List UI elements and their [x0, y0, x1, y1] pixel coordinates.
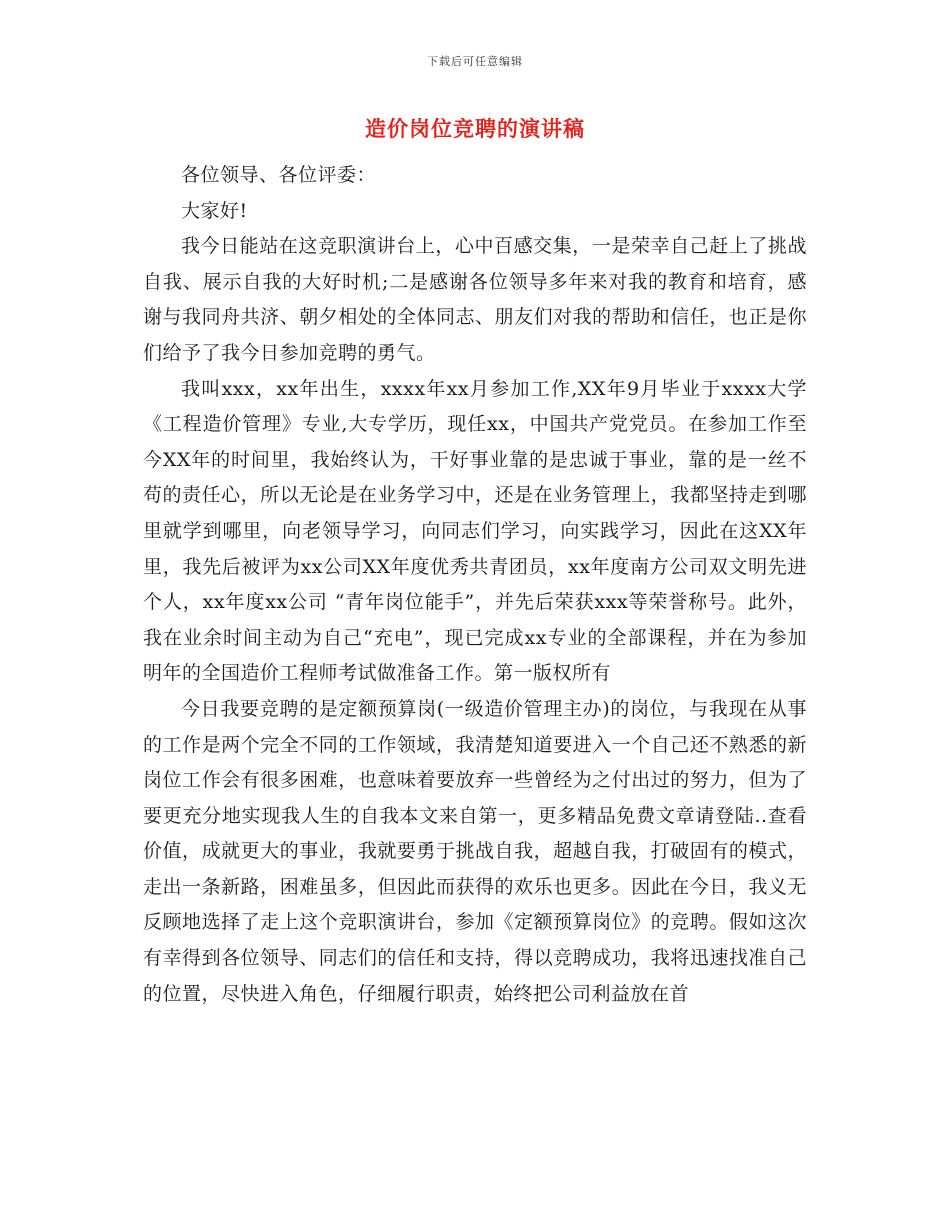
body-paragraph: 我今日能站在这竞职演讲台上，心中百感交集，一是荣幸自己赶上了挑战自我、展示自我的大好时机;二是感谢各位领导多年来对我的教育和培育，感谢与我同舟共济、朝夕相处的全体同志、朋友们对我的帮助和信任，也正是你们给予了我今日参加竞聘的勇气。: [143, 235, 807, 364]
document-body: [143, 158, 807, 1012]
body-paragraph: 我叫xxx，xx年出生，xxxx年xx月参加工作,XX年9月毕业于xxxx大学《工程造价管理》专业,大专学历，现任xx，中国共产党党员。在参加工作至今XX年的时间里，我始终认为，干好事业靠的是忠诚于事业，靠的是一丝不苟的责任心，所以无论是在业务学习中，还是在业务管理上，我都坚持走到哪里就学到哪里，向老领导学习，向同志们学习，向实践学习，因此在这XX年里，我先后被评为xx公司XX年度优秀共青团员，xx年度南方公司双文明先进个人，xx年度xx公司 “青年岗位能手”，并先后荣获xxx等荣誉称号。此外，我在业余时间主动为自己“充电”，现已完成xx专业的全部课程，并在为参加明年的全国造价工程师考试做准备工作。第一版权所有: [143, 377, 807, 685]
body-paragraph: 今日我要竞聘的是定额预算岗(一级造价管理主办)的岗位，与我现在从事的工作是两个完全不同的工作领域，我清楚知道要进入一个自己还不熟悉的新岗位工作会有很多困难，也意味着要放弃一些曾经为之付出过的努力，但为了要更充分地实现我人生的自我本文来自第一，更多精品免费文章请登陆..查看价值，成就更大的事业，我就要勇于挑战自我，超越自我，打破固有的模式，走出一条新路，困难虽多，但因此而获得的欢乐也更多。因此在今日，我义无反顾地选择了走上这个竞职演讲台，参加《定额预算岗位》的竞聘。假如这次有幸得到各位领导、同志们的信任和支持，得以竞聘成功，我将迅速找准自己的位置，尽快进入角色，仔细履行职责，始终把公司利益放在首: [143, 697, 807, 1005]
greeting-paragraph: 大家好!: [181, 199, 248, 222]
document-title: 造价岗位竞聘的演讲稿: [365, 116, 585, 141]
salutation-paragraph: 各位领导、各位评委：: [181, 164, 377, 186]
header-note: 下载后可任意编辑: [427, 55, 523, 68]
